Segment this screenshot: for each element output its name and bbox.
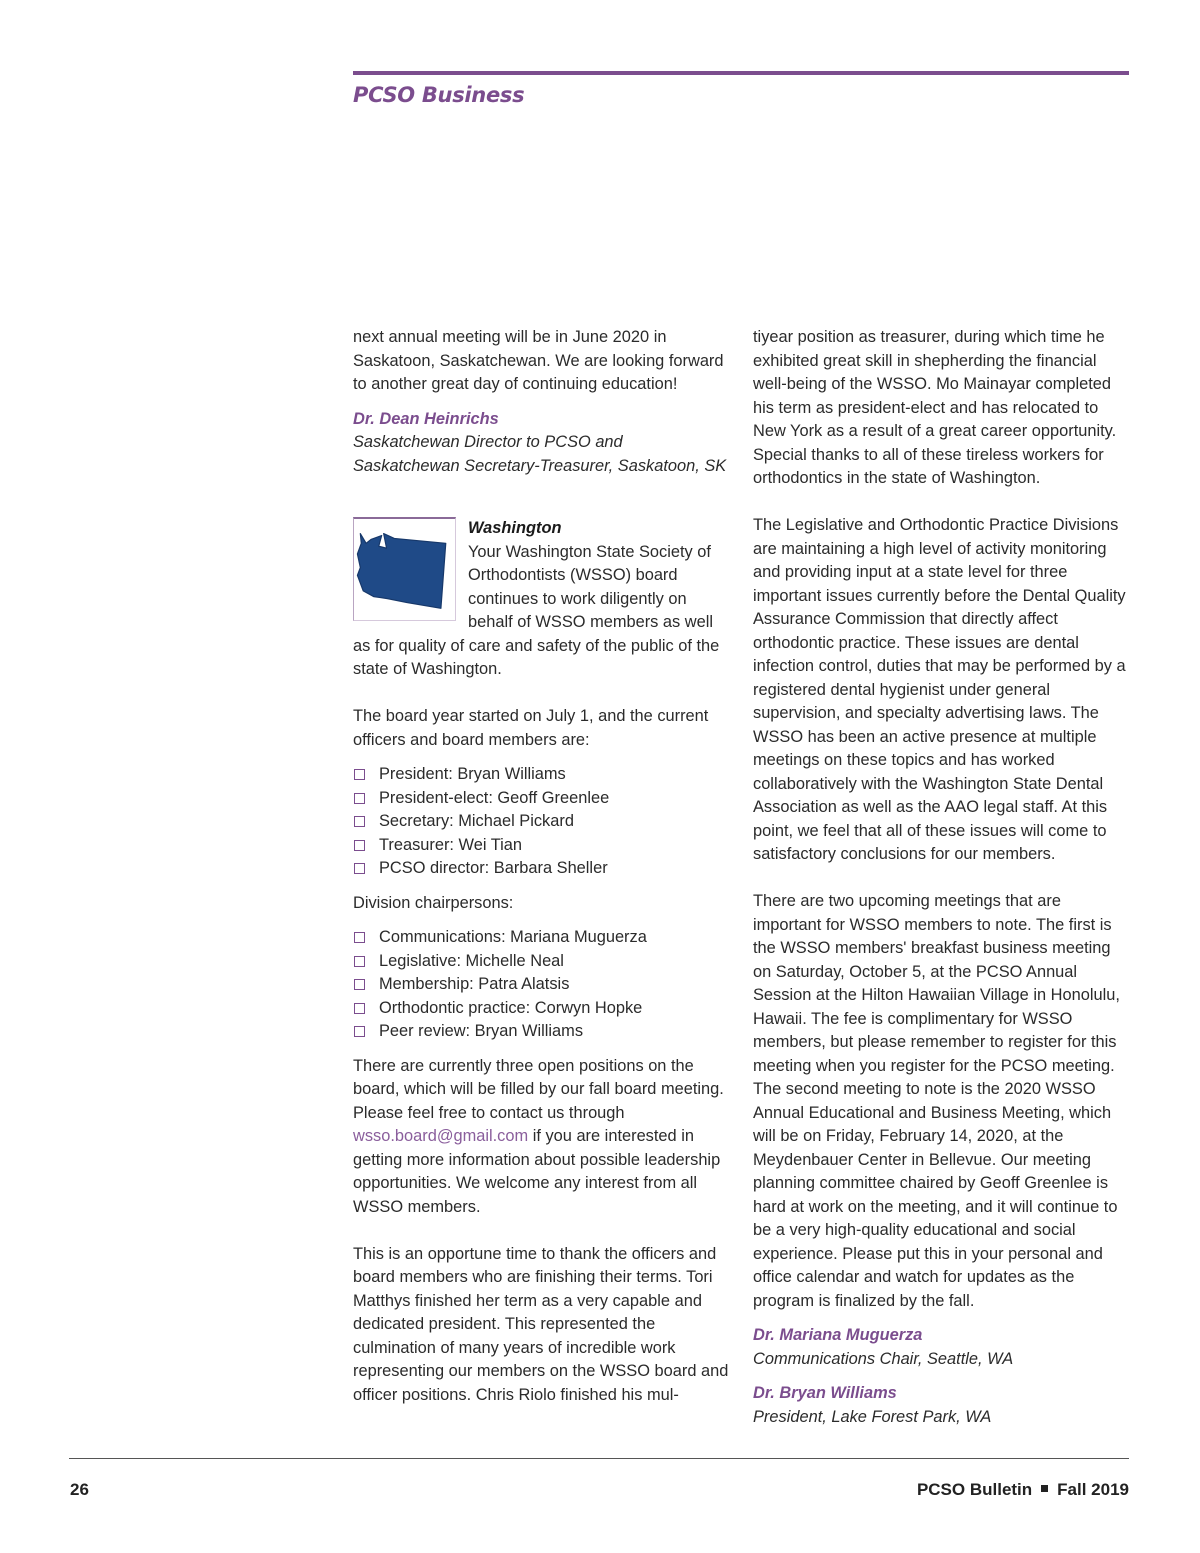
- square-separator-icon: [1041, 1485, 1048, 1492]
- washington-section: [353, 517, 731, 682]
- thanks-paragraph: This is an opportune time to thank the officers and board members who are finishing their terms. Tori Matthys finished her term as a very capable and dedicated president. This represented the culmination of many years of incredible work representing our members on the WSSO board and officer positions. Chris Riolo finished his mul-: [353, 1244, 729, 1404]
- section-title: PCSO Business: [353, 83, 525, 107]
- washington-heading: Washington: [468, 519, 562, 537]
- checkbox-bullet-icon: [354, 1026, 365, 1037]
- washington-intro: Your Washington State Society of Orthodontists (WSSO) board continues to work diligently on behalf of WSSO members as well as for quality of care and safety of the public of the state of Washington.: [353, 542, 720, 678]
- header-rule: [353, 71, 1129, 75]
- checkbox-bullet-icon: [354, 793, 365, 804]
- list-item: Legislative: Michelle Neal: [353, 950, 731, 974]
- intro-paragraph: next annual meeting will be in June 2020 in Saskatoon, Saskatchewan. We are looking forward to another great day of continuing education!: [353, 328, 724, 393]
- footer-rule: [69, 1458, 1129, 1459]
- checkbox-bullet-icon: [354, 932, 365, 943]
- signature-title: Saskatchewan Director to PCSO and Saskatchewan Secretary-Treasurer, Saskatoon, SK: [353, 433, 727, 475]
- left-column: [353, 326, 731, 1407]
- signature-name: Dr. Bryan Williams: [753, 1384, 897, 1402]
- officers-list: [353, 763, 731, 881]
- checkbox-bullet-icon: [354, 769, 365, 780]
- publication-name: PCSO Bulletin: [916, 1480, 1033, 1499]
- list-item: Communications: Mariana Muguerza: [353, 926, 731, 950]
- division-label: Division chairpersons:: [353, 893, 514, 912]
- washington-map-shape: [354, 519, 455, 620]
- thanks-continuation: tiyear position as treasurer, during which time he exhibited great skill in shepherding the financial well-being of the WSSO. Mo Mainayar completed his term as president-elect and has relocated to New York as a result of a great career opportunity. Special thanks to all of these tireless workers for orthodontics in the state of Washington.: [753, 328, 1117, 487]
- checkbox-bullet-icon: [354, 1003, 365, 1014]
- list-item: President-elect: Geoff Greenlee: [353, 787, 731, 811]
- list-item: President: Bryan Williams: [353, 763, 731, 787]
- board-paragraph: The board year started on July 1, and the current officers and board members are:: [353, 707, 709, 749]
- signature-title: President, Lake Forest Park, WA: [753, 1407, 992, 1426]
- checkbox-bullet-icon: [354, 816, 365, 827]
- issue-label: Fall 2019: [1057, 1480, 1129, 1499]
- legislative-paragraph: The Legislative and Orthodontic Practice Divisions are maintaining a high level of activity monitoring and providing input at a state level for three important issues currently before the Dental Quality Assurance Commission that directly affect orthodontic practice. These issues are dental infection control, duties that may be performed by a registered dental hygienist under general supervision, and specialty advertising laws. The WSSO has been an active presence at multiple meetings on these topics and has worked collaboratively with the Washington State Dental Association as well as the AAO legal staff. At this point, we feel that all of these issues will come to satisfactory conclusions for our members.: [753, 516, 1126, 863]
- checkbox-bullet-icon: [354, 956, 365, 967]
- footer-publication: [917, 1480, 1129, 1500]
- washington-map-icon: [353, 517, 456, 621]
- meetings-paragraph: There are two upcoming meetings that are important for WSSO members to note. The first is the WSSO members' breakfast business meeting on Saturday, October 5, at the PCSO Annual Session at the Hilton Hawaiian Village in Honolulu, Hawaii. The fee is complimentary for WSSO members, but please remember to register for this meeting when you register for the PCSO meeting. The second meeting to note is the 2020 WSSO Annual Educational and Business Meeting, which will be on Friday, February 14, 2020, at the Meydenbauer Center in Bellevue. Our meeting planning committee chaired by Geoff Greenlee is hard at work on the meeting, and it will continue to be a very high-quality educational and social experience. Please put this in your personal and office calendar and watch for updates as the program is finalized by the fall.: [753, 892, 1120, 1310]
- checkbox-bullet-icon: [354, 979, 365, 990]
- list-item: Membership: Patra Alatsis: [353, 973, 731, 997]
- list-item: Treasurer: Wei Tian: [353, 834, 731, 858]
- list-item: PCSO director: Barbara Sheller: [353, 857, 731, 881]
- signature-name: Dr. Dean Heinrichs: [353, 409, 499, 428]
- chairpersons-list: [353, 926, 731, 1044]
- right-column: [753, 326, 1131, 1429]
- signature-name: Dr. Mariana Muguerza: [753, 1326, 923, 1344]
- signature-title: Communications Chair, Seattle, WA: [753, 1349, 1014, 1368]
- page-number: 26: [70, 1480, 89, 1499]
- checkbox-bullet-icon: [354, 840, 365, 851]
- list-item: Secretary: Michael Pickard: [353, 810, 731, 834]
- list-item: Peer review: Bryan Williams: [353, 1020, 731, 1044]
- list-item: Orthodontic practice: Corwyn Hopke: [353, 997, 731, 1021]
- open-positions-paragraph: There are currently three open positions on the board, which will be filled by our fall board meeting. Please feel free to contact us through wsso.board@gmail.com if you are interested in getting more information about possible leadership opportunities. We welcome any interest from all WSSO members.: [353, 1056, 724, 1216]
- checkbox-bullet-icon: [354, 863, 365, 874]
- email-link[interactable]: wsso.board@gmail.com: [353, 1127, 529, 1145]
